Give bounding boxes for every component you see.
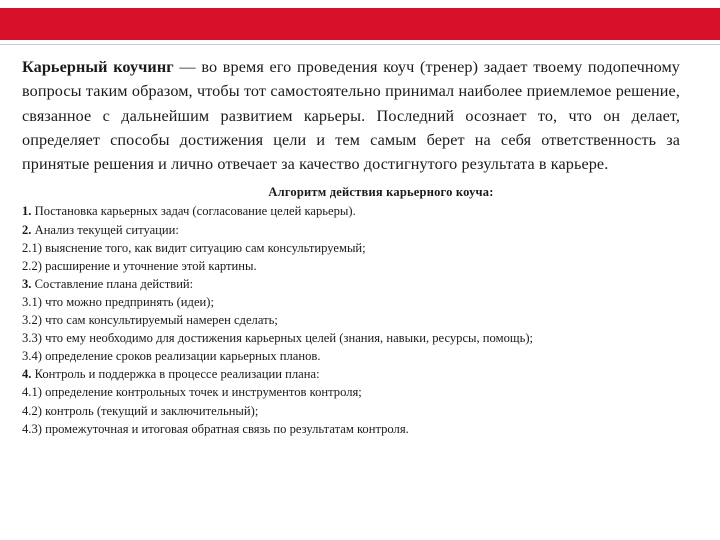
step-item xyxy=(22,383,680,401)
step-text: 2.1) выяснение того, как видит ситуацию сам консультируемый; xyxy=(22,240,366,255)
step-number: 1. xyxy=(22,204,32,219)
step-item xyxy=(22,239,680,257)
step-item xyxy=(22,402,680,420)
header-accent-bar xyxy=(0,8,720,40)
step-text: 4.3) промежуточная и итоговая обратная связь по результатам контроля. xyxy=(22,421,409,436)
step-text: 3.1) что можно предпринять (идеи); xyxy=(22,294,214,309)
step-text: Составление плана действий: xyxy=(31,276,194,291)
intro-paragraph xyxy=(22,55,680,176)
algorithm-steps xyxy=(22,202,680,437)
step-text: 4.2) контроль (текущий и заключительный); xyxy=(22,403,259,418)
step-text: 3.3) что ему необходимо для достижения карьерных целей (знания, навыки, ресурсы, помощь); xyxy=(22,331,534,346)
step-text: 4.1) определение контрольных точек и инструментов контроля; xyxy=(22,385,362,400)
step-text: Анализ текущей ситуации: xyxy=(31,222,179,237)
algorithm-title: Алгоритм действия карьерного коуча: xyxy=(268,185,494,200)
step-number: 3. xyxy=(22,276,32,291)
intro-text: — во время его проведения коуч (тренер) задает твоему подопечному вопросы таким образом, чтобы тот самостоятельно принимал наиболее приемлемое решение, связанное с дальнейшим развитием карьеры. Последний осознает то, что он делает, определяет способы достижения цели и тем самым берет на себя ответственность за принятые решения и лично отвечает за качество достигнутого результата в карьере. xyxy=(22,58,680,174)
step-text: 2.2) расширение и уточнение этой картины. xyxy=(22,258,257,273)
step-item xyxy=(22,365,680,383)
step-item xyxy=(22,311,680,329)
step-text: Постановка карьерных задач (согласование целей карьеры). xyxy=(31,204,356,219)
step-item xyxy=(22,257,680,275)
step-item xyxy=(22,221,680,239)
step-item xyxy=(22,420,680,438)
header-divider xyxy=(0,44,720,45)
step-number: 4. xyxy=(22,367,32,382)
step-number: 2. xyxy=(22,222,32,237)
step-item xyxy=(22,347,680,365)
slide-content xyxy=(22,55,680,438)
step-item xyxy=(22,202,680,220)
step-text: Контроль и поддержка в процессе реализации плана: xyxy=(31,367,320,382)
step-text: 3.4) определение сроков реализации карьерных планов. xyxy=(22,349,321,364)
intro-term: Карьерный коучинг xyxy=(22,58,174,76)
step-item xyxy=(22,275,680,293)
step-item xyxy=(22,329,680,347)
step-item xyxy=(22,293,680,311)
step-text: 3.2) что сам консультируемый намерен сделать; xyxy=(22,313,278,328)
